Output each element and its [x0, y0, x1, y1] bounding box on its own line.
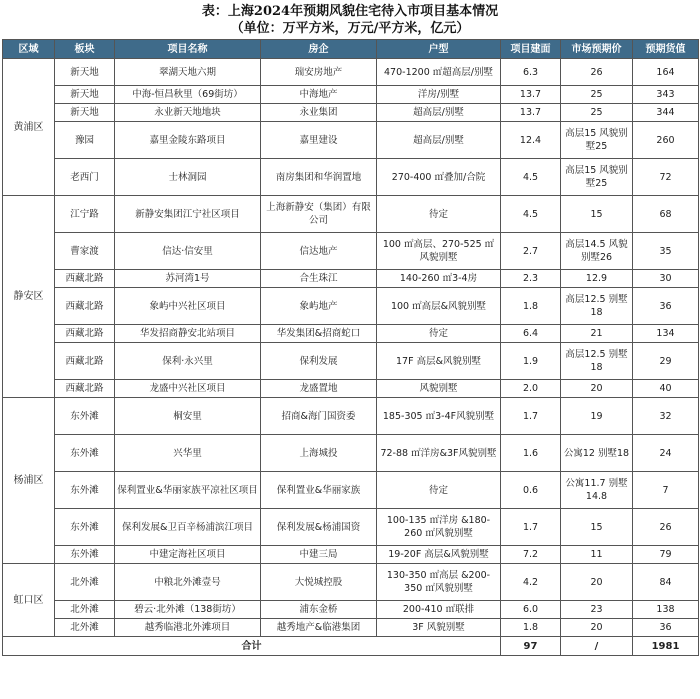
value-cell: 344 — [633, 104, 699, 122]
table-row — [3, 104, 699, 122]
price-cell: 公寓11.7 别墅14.8 — [561, 472, 633, 509]
type-cell: 100 ㎡高层、270-525 ㎡风貌别墅 — [377, 233, 501, 270]
header-region: 区域 — [3, 40, 55, 59]
developer-cell: 瑞安房地产 — [261, 59, 377, 86]
area-cell: 1.8 — [501, 288, 561, 325]
block-cell: 东外滩 — [55, 398, 115, 435]
value-cell: 343 — [633, 86, 699, 104]
developer-cell: 上海城投 — [261, 435, 377, 472]
header-block: 板块 — [55, 40, 115, 59]
developer-cell: 浦东金桥 — [261, 601, 377, 619]
table-row — [3, 380, 699, 398]
header-developer: 房企 — [261, 40, 377, 59]
project-cell: 信达·信安里 — [115, 233, 261, 270]
block-cell: 曹家渡 — [55, 233, 115, 270]
developer-cell: 华发集团&招商蛇口 — [261, 325, 377, 343]
value-cell: 79 — [633, 546, 699, 564]
developer-cell: 中海地产 — [261, 86, 377, 104]
developer-cell: 龙盛置地 — [261, 380, 377, 398]
table-row — [3, 122, 699, 159]
projects-table — [2, 39, 699, 656]
table-row — [3, 343, 699, 380]
value-cell: 164 — [633, 59, 699, 86]
developer-cell: 保利发展 — [261, 343, 377, 380]
project-cell: 越秀临港北外滩项目 — [115, 619, 261, 637]
area-cell: 13.7 — [501, 86, 561, 104]
area-cell: 12.4 — [501, 122, 561, 159]
area-cell: 4.2 — [501, 564, 561, 601]
type-cell: 19-20F 高层&风貌别墅 — [377, 546, 501, 564]
block-cell: 东外滩 — [55, 546, 115, 564]
project-cell: 中粮北外滩壹号 — [115, 564, 261, 601]
table-row — [3, 86, 699, 104]
value-cell: 24 — [633, 435, 699, 472]
type-cell: 3F 风貌别墅 — [377, 619, 501, 637]
value-cell: 72 — [633, 159, 699, 196]
type-cell: 185-305 ㎡3-4F风貌别墅 — [377, 398, 501, 435]
value-cell: 30 — [633, 270, 699, 288]
value-cell: 32 — [633, 398, 699, 435]
table-row — [3, 159, 699, 196]
value-cell: 7 — [633, 472, 699, 509]
block-cell: 豫园 — [55, 122, 115, 159]
block-cell: 东外滩 — [55, 509, 115, 546]
table-row — [3, 546, 699, 564]
table-row — [3, 472, 699, 509]
price-cell: 20 — [561, 564, 633, 601]
developer-cell: 大悦城控股 — [261, 564, 377, 601]
block-cell: 北外滩 — [55, 564, 115, 601]
block-cell: 西藏北路 — [55, 325, 115, 343]
region-cell: 静安区 — [3, 196, 55, 398]
area-cell: 7.2 — [501, 546, 561, 564]
type-cell: 72-88 ㎡洋房&3F风貌别墅 — [377, 435, 501, 472]
total-row — [3, 637, 699, 656]
block-cell: 新天地 — [55, 104, 115, 122]
area-cell: 1.7 — [501, 398, 561, 435]
developer-cell: 象屿地产 — [261, 288, 377, 325]
developer-cell: 信达地产 — [261, 233, 377, 270]
project-cell: 嘉里金陵东路项目 — [115, 122, 261, 159]
project-cell: 碧云·北外滩（138街坊） — [115, 601, 261, 619]
total-price: / — [561, 637, 633, 656]
area-cell: 6.0 — [501, 601, 561, 619]
table-row — [3, 59, 699, 86]
value-cell: 138 — [633, 601, 699, 619]
project-cell: 苏河湾1号 — [115, 270, 261, 288]
developer-cell: 南房集团和华润置地 — [261, 159, 377, 196]
price-cell: 15 — [561, 196, 633, 233]
developer-cell: 保利发展&杨浦国资 — [261, 509, 377, 546]
price-cell: 高层12.5 别墅18 — [561, 343, 633, 380]
price-cell: 21 — [561, 325, 633, 343]
total-area: 97 — [501, 637, 561, 656]
price-cell: 高层12.5 别墅18 — [561, 288, 633, 325]
total-label: 合计 — [3, 637, 501, 656]
developer-cell: 越秀地产&临港集团 — [261, 619, 377, 637]
region-cell: 虹口区 — [3, 564, 55, 637]
value-cell: 35 — [633, 233, 699, 270]
table-row — [3, 233, 699, 270]
developer-cell: 招商&海门国资委 — [261, 398, 377, 435]
header-project: 项目名称 — [115, 40, 261, 59]
table-row — [3, 564, 699, 601]
price-cell: 19 — [561, 398, 633, 435]
value-cell: 36 — [633, 619, 699, 637]
table-row — [3, 435, 699, 472]
project-cell: 龙盛中兴社区项目 — [115, 380, 261, 398]
area-cell: 1.9 — [501, 343, 561, 380]
block-cell: 西藏北路 — [55, 380, 115, 398]
type-cell: 待定 — [377, 196, 501, 233]
developer-cell: 上海新静安（集团）有限公司 — [261, 196, 377, 233]
project-cell: 华发招商静安北站项目 — [115, 325, 261, 343]
header-value: 预期货值 — [633, 40, 699, 59]
price-cell: 高层15 风貌别墅25 — [561, 159, 633, 196]
price-cell: 高层14.5 风貌别墅26 — [561, 233, 633, 270]
project-cell: 保利发展&卫百辛杨浦滨江项目 — [115, 509, 261, 546]
project-cell: 保利·永兴里 — [115, 343, 261, 380]
project-cell: 翠湖天地六期 — [115, 59, 261, 86]
block-cell: 新天地 — [55, 86, 115, 104]
developer-cell: 嘉里建设 — [261, 122, 377, 159]
value-cell: 260 — [633, 122, 699, 159]
block-cell: 东外滩 — [55, 472, 115, 509]
block-cell: 西藏北路 — [55, 288, 115, 325]
area-cell: 1.7 — [501, 509, 561, 546]
type-cell: 洋房/别墅 — [377, 86, 501, 104]
type-cell: 140-260 ㎡3-4房 — [377, 270, 501, 288]
type-cell: 超高层/别墅 — [377, 122, 501, 159]
table-row — [3, 325, 699, 343]
project-cell: 中建定海社区项目 — [115, 546, 261, 564]
developer-cell: 中建三局 — [261, 546, 377, 564]
project-cell: 永业新天地地块 — [115, 104, 261, 122]
table-row — [3, 196, 699, 233]
area-cell: 0.6 — [501, 472, 561, 509]
type-cell: 130-350 ㎡高层 &200-350 ㎡风貌别墅 — [377, 564, 501, 601]
price-cell: 20 — [561, 619, 633, 637]
project-cell: 士林洞园 — [115, 159, 261, 196]
table-row — [3, 509, 699, 546]
type-cell: 17F 高层&风貌别墅 — [377, 343, 501, 380]
table-row — [3, 601, 699, 619]
area-cell: 4.5 — [501, 159, 561, 196]
price-cell: 25 — [561, 104, 633, 122]
type-cell: 待定 — [377, 472, 501, 509]
block-cell: 西藏北路 — [55, 343, 115, 380]
table-row — [3, 619, 699, 637]
developer-cell: 永业集团 — [261, 104, 377, 122]
type-cell: 风貌别墅 — [377, 380, 501, 398]
project-cell: 桐安里 — [115, 398, 261, 435]
price-cell: 26 — [561, 59, 633, 86]
price-cell: 25 — [561, 86, 633, 104]
value-cell: 84 — [633, 564, 699, 601]
type-cell: 超高层/别墅 — [377, 104, 501, 122]
table-row — [3, 398, 699, 435]
block-cell: 北外滩 — [55, 601, 115, 619]
area-cell: 4.5 — [501, 196, 561, 233]
price-cell: 公寓12 别墅18 — [561, 435, 633, 472]
header-type: 户型 — [377, 40, 501, 59]
price-cell: 20 — [561, 380, 633, 398]
price-cell: 11 — [561, 546, 633, 564]
value-cell: 134 — [633, 325, 699, 343]
project-cell: 保利置业&华丽家族平凉社区项目 — [115, 472, 261, 509]
price-cell: 23 — [561, 601, 633, 619]
area-cell: 2.3 — [501, 270, 561, 288]
value-cell: 36 — [633, 288, 699, 325]
area-cell: 1.6 — [501, 435, 561, 472]
block-cell: 东外滩 — [55, 435, 115, 472]
table-body — [3, 59, 699, 637]
table-title: 表：上海2024年预期风貌住宅待入市项目基本情况 — [201, 4, 499, 19]
table-row — [3, 270, 699, 288]
type-cell: 100-135 ㎡洋房 &180-260 ㎡风貌别墅 — [377, 509, 501, 546]
header-price: 市场预期价 — [561, 40, 633, 59]
area-cell: 2.7 — [501, 233, 561, 270]
price-cell: 高层15 风貌别墅25 — [561, 122, 633, 159]
type-cell: 待定 — [377, 325, 501, 343]
type-cell: 100 ㎡高层&风貌别墅 — [377, 288, 501, 325]
area-cell: 13.7 — [501, 104, 561, 122]
area-cell: 1.8 — [501, 619, 561, 637]
price-cell: 12.9 — [561, 270, 633, 288]
block-cell: 新天地 — [55, 59, 115, 86]
area-cell: 6.4 — [501, 325, 561, 343]
value-cell: 29 — [633, 343, 699, 380]
block-cell: 江宁路 — [55, 196, 115, 233]
type-cell: 200-410 ㎡联排 — [377, 601, 501, 619]
table-row — [3, 288, 699, 325]
block-cell: 北外滩 — [55, 619, 115, 637]
project-cell: 兴华里 — [115, 435, 261, 472]
area-cell: 6.3 — [501, 59, 561, 86]
price-cell: 15 — [561, 509, 633, 546]
project-cell: 象屿中兴社区项目 — [115, 288, 261, 325]
table-subtitle: （单位：万平方米，万元/平方米，亿元） — [230, 21, 470, 36]
area-cell: 2.0 — [501, 380, 561, 398]
developer-cell: 保利置业&华丽家族 — [261, 472, 377, 509]
project-cell: 中海-恒昌秋里（69街坊） — [115, 86, 261, 104]
region-cell: 黄浦区 — [3, 59, 55, 196]
type-cell: 470-1200 ㎡超高层/别墅 — [377, 59, 501, 86]
block-cell: 老西门 — [55, 159, 115, 196]
total-value: 1981 — [633, 637, 699, 656]
block-cell: 西藏北路 — [55, 270, 115, 288]
value-cell: 68 — [633, 196, 699, 233]
region-cell: 杨浦区 — [3, 398, 55, 564]
header-row — [3, 40, 699, 59]
value-cell: 40 — [633, 380, 699, 398]
value-cell: 26 — [633, 509, 699, 546]
type-cell: 270-400 ㎡叠加/合院 — [377, 159, 501, 196]
developer-cell: 合生珠江 — [261, 270, 377, 288]
project-cell: 新静安集团江宁社区项目 — [115, 196, 261, 233]
header-area: 项目建面 — [501, 40, 561, 59]
